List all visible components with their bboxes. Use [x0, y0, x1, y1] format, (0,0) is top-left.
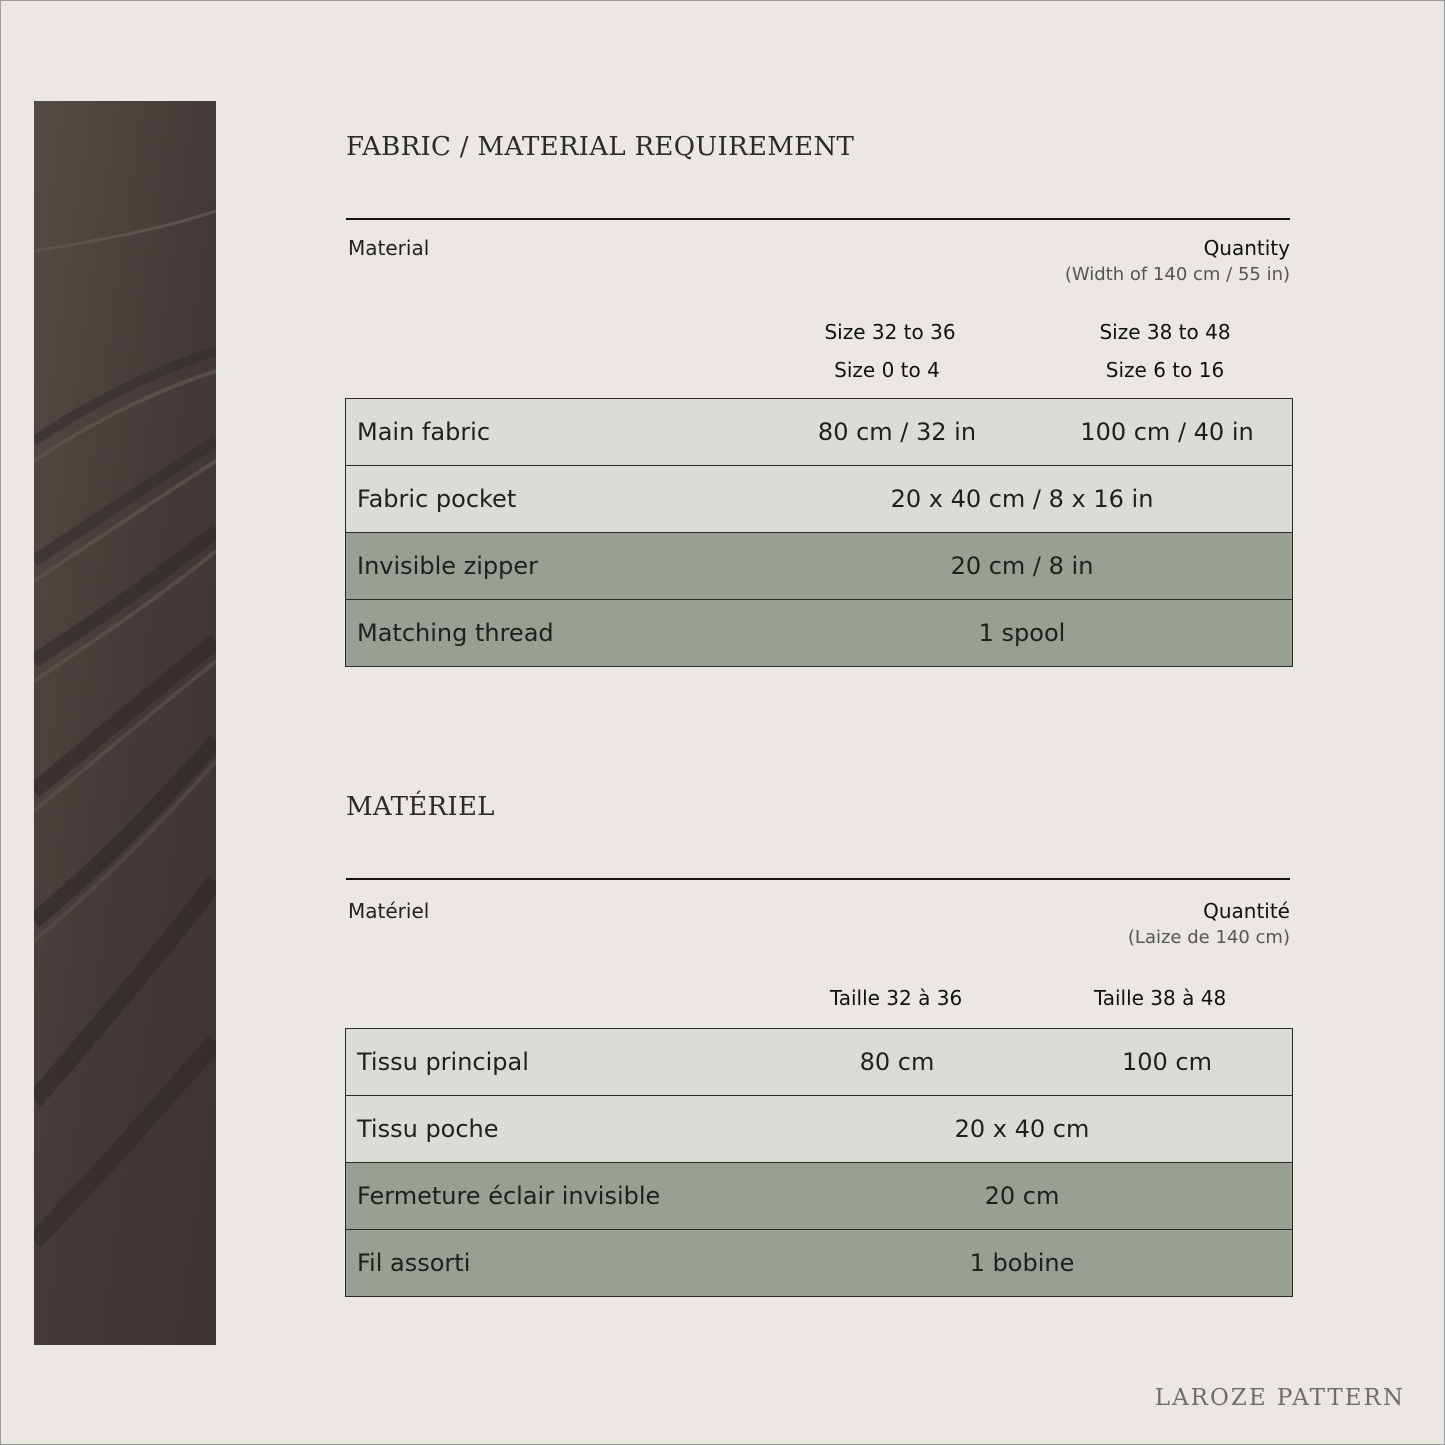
material-header: Material [348, 236, 430, 260]
row-value: 20 x 40 cm / 8 x 16 in [890, 485, 1154, 513]
row-label: Matching thread [357, 619, 554, 647]
row-value-small-sizes: 80 cm / 32 in [817, 418, 977, 446]
table-row [346, 399, 1293, 466]
requirements-table [345, 398, 1293, 667]
row-value: 1 bobine [969, 1249, 1075, 1277]
material-header: Matériel [348, 899, 430, 923]
size-column-subheader: Size 0 to 4 [834, 358, 940, 382]
requirements-table [345, 1028, 1293, 1297]
row-label: Main fabric [357, 418, 491, 446]
section-rule [346, 218, 1290, 220]
size-column-header: Size 32 to 36 [824, 320, 956, 344]
row-value-large-sizes: 100 cm [1121, 1048, 1212, 1076]
size-column-header: Taille 38 à 48 [1093, 986, 1227, 1010]
row-label: Tissu poche [357, 1115, 499, 1143]
row-value: 20 cm / 8 in [950, 552, 1094, 580]
quantity-header: Quantité [1203, 899, 1290, 923]
section-title: MATÉRIEL [346, 792, 495, 822]
row-value-small-sizes: 80 cm [859, 1048, 935, 1076]
row-value: 20 cm [984, 1182, 1060, 1210]
section-rule [346, 878, 1290, 880]
table-row [346, 466, 1293, 533]
size-column-subheader: Size 6 to 16 [1105, 358, 1225, 382]
section-title: FABRIC / MATERIAL REQUIREMENT [346, 132, 855, 162]
size-column-header: Size 38 to 48 [1099, 320, 1231, 344]
row-label: Tissu principal [357, 1048, 529, 1076]
table-row [346, 1163, 1293, 1230]
brand-name: LAROZE PATTERN [1154, 1385, 1405, 1411]
fabric-photo [34, 101, 216, 1345]
row-label: Fermeture éclair invisible [357, 1182, 661, 1210]
row-value: 1 spool [978, 619, 1066, 647]
quantity-width-note: (Laize de 140 cm) [1127, 927, 1290, 948]
table-row [346, 1029, 1293, 1096]
row-value-large-sizes: 100 cm / 40 in [1080, 418, 1254, 446]
row-label: Fil assorti [357, 1249, 471, 1277]
row-label: Fabric pocket [357, 485, 517, 513]
table-row [346, 600, 1293, 667]
quantity-width-note: (Width of 140 cm / 55 in) [1064, 264, 1290, 285]
table-row [346, 1230, 1293, 1297]
table-row [346, 533, 1293, 600]
size-column-header: Taille 32 à 36 [829, 986, 963, 1010]
table-row [346, 1096, 1293, 1163]
row-value: 20 x 40 cm [954, 1115, 1090, 1143]
row-label: Invisible zipper [357, 552, 538, 580]
quantity-header: Quantity [1203, 236, 1290, 260]
